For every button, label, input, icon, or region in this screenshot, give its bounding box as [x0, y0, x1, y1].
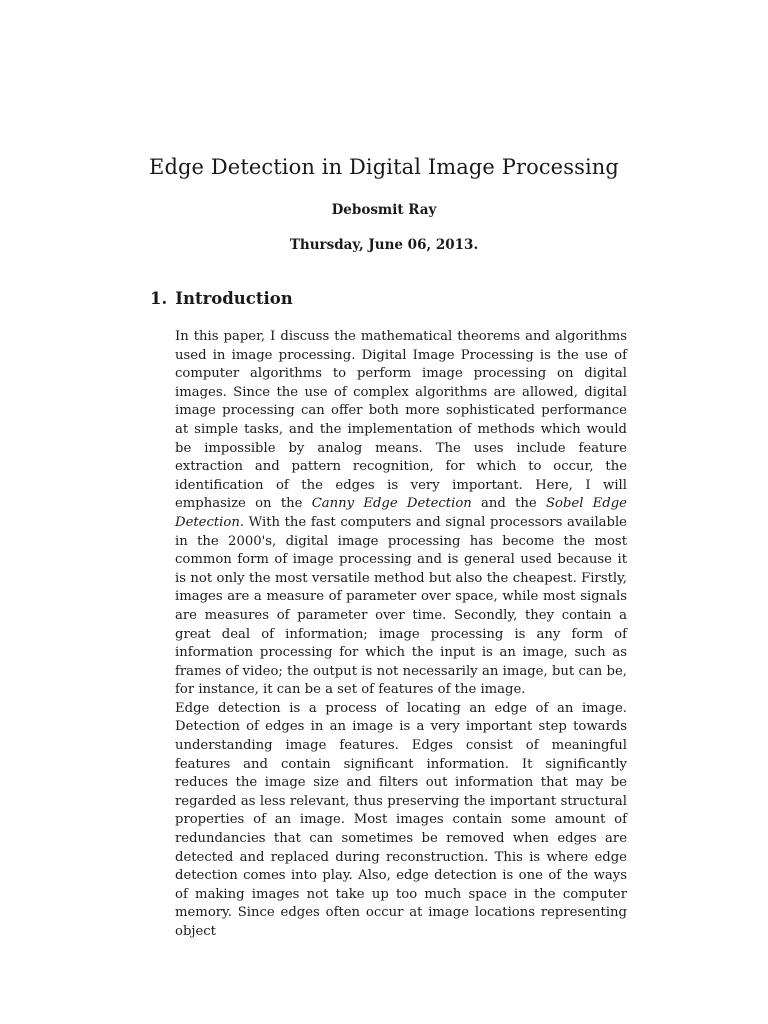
- section-title: Introduction: [175, 289, 293, 308]
- paper-date: Thursday, June 06, 2013.: [289, 237, 479, 253]
- paragraph-1-text-c: . With the fast computers and signal processors available in the 2000's, digital image processing has become the most common form of image processing and is general used because it is not only the most versatile method but also the cheapest. Firstly, images are a measure of parameter over space, while most signals are measures of parameter over time. Secondly, they contain a great deal of information; image processing is any form of information processing for which the input is an image, such as frames of video; the output is not necessarily an image, but can be, for instance, it can be a set of features of the image.: [175, 514, 627, 698]
- sobel-edge-detection-term: Sobel Edge Detection: [175, 496, 627, 530]
- paragraph-1-text-b: and the: [471, 496, 546, 512]
- paragraph-1-text-a: In this paper, I discuss the mathematical theorems and algorithms used in image processing. Digital Image Processing is the use of computer algorithms to perform image processing on digital images. Since the use of complex algorithms are allowed, digital image processing can offer both more sophisticated performance at simple tasks, and the implementation of methods which would be impossible by analog means. The uses include feature extraction and pattern recognition, for which to occur, the identification of the edges is very important. Here, I will emphasize on the: [175, 329, 627, 512]
- paper-author: Debosmit Ray: [331, 202, 437, 218]
- section-number: 1.: [150, 289, 168, 308]
- paragraph-2: Edge detection is a process of locating an edge of an image. Detection of edges in an image is a very important step towards understanding image features. Edges consist of meaningful features and contain significant information. It significantly reduces the image size and filters out information that may be regarded as less relevant, thus preserving the important structural properties of an image. Most images contain some amount of redundancies that can sometimes be removed when edges are detected and replaced during reconstruction. This is where edge detection comes into play. Also, edge detection is one of the ways of making images not take up too much space in the computer memory. Since edges often occur at image locations representing object: [175, 700, 627, 939]
- section-heading-introduction: [150, 289, 293, 308]
- paragraph-1: [175, 328, 627, 700]
- paper-title: Edge Detection in Digital Image Processing: [149, 155, 619, 179]
- section-body: [175, 328, 627, 942]
- canny-edge-detection-term: Canny Edge Detection: [311, 496, 472, 512]
